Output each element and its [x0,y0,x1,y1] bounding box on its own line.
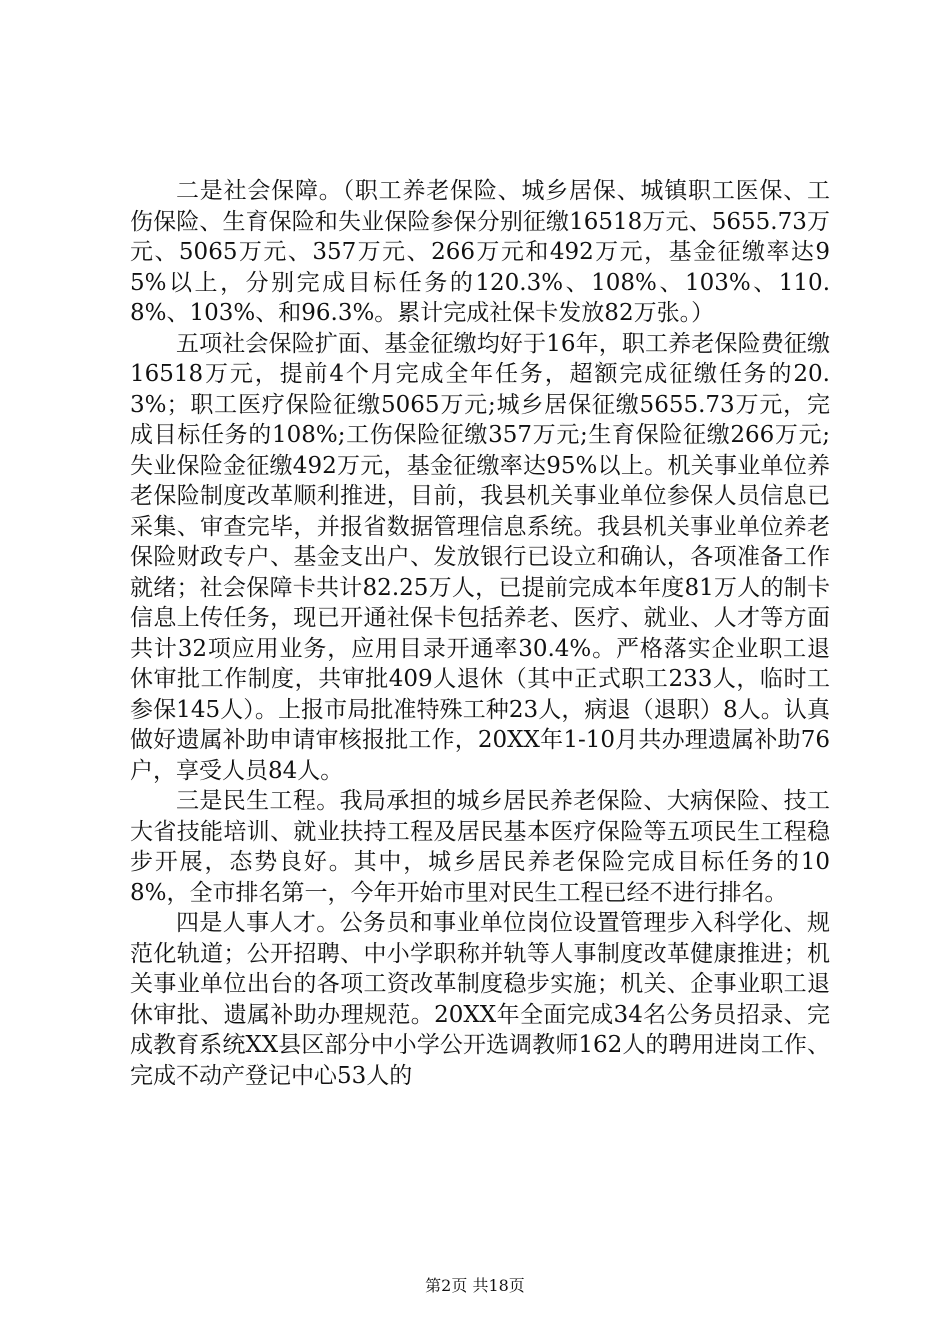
paragraph-social-security-summary: 二是社会保障。（职工养老保险、城乡居保、城镇职工医保、工伤保险、生育保险和失业保险参保分别征缴16518万元、5655.73万元、5065万元、357万元、266万元和492万元，基金征缴率达95%以上，分别完成目标任务的120.3%、108%、103%、110.8%、103%、和96.3%。累计完成社保卡发放82万张。） [130,178,830,326]
paragraph-personnel-talent: 四是人事人才。公务员和事业单位岗位设置管理步入科学化、规范化轨道；公开招聘、中小学职称并轨等人事制度改革健康推进；机关事业单位出台的各项工资改革制度稳步实施；机关、企事业职工退休审批、遗属补助办理规范。20XX年全面完成34名公务员招录、完成教育系统XX县区部分中小学公开选调教师162人的聘用进岗工作、完成不动产登记中心53人的 [130,910,830,1089]
paragraph-livelihood-projects: 三是民生工程。我局承担的城乡居民养老保险、大病保险、技工大省技能培训、就业扶持工程及居民基本医疗保险等五项民生工程稳步开展，态势良好。其中，城乡居民养老保险完成目标任务的108%，全市排名第一，今年开始市里对民生工程已经不进行排名。 [130,788,830,906]
paragraph-insurance-details: 五项社会保险扩面、基金征缴均好于16年，职工养老保险费征缴16518万元，提前4个月完成全年任务，超额完成征缴任务的20.3%；职工医疗保险征缴5065万元;城乡居保征缴5655.73万元，完成目标任务的108%;工伤保险征缴357万元;生育保险征缴266万元;失业保险金征缴492万元，基金征缴率达95%以上。机关事业单位养老保险制度改革顺利推进，目前，我县机关事业单位参保人员信息已采集、审查完毕，并报省数据管理信息系统。我县机关事业单位养老保险财政专户、基金支出户、发放银行已设立和确认，各项准备工作就绪；社会保障卡共计82.25万人，已提前完成本年度81万人的制卡信息上传任务，现已开通社保卡包括养老、医疗、就业、人才等方面共计32项应用业务，应用目录开通率30.4%。严格落实企业职工退休审批工作制度，共审批409人退休（其中正式职工233人，临时工参保145人）。上报市局批准特殊工种23人，病退（退职）8人。认真做好遗属补助申请审核报批工作，20XX年1-10月共办理遗属补助76户，享受人员84人。 [130,330,830,784]
page-number-footer: 第2页 共18页 [425,1276,525,1295]
document-body [130,176,830,1091]
